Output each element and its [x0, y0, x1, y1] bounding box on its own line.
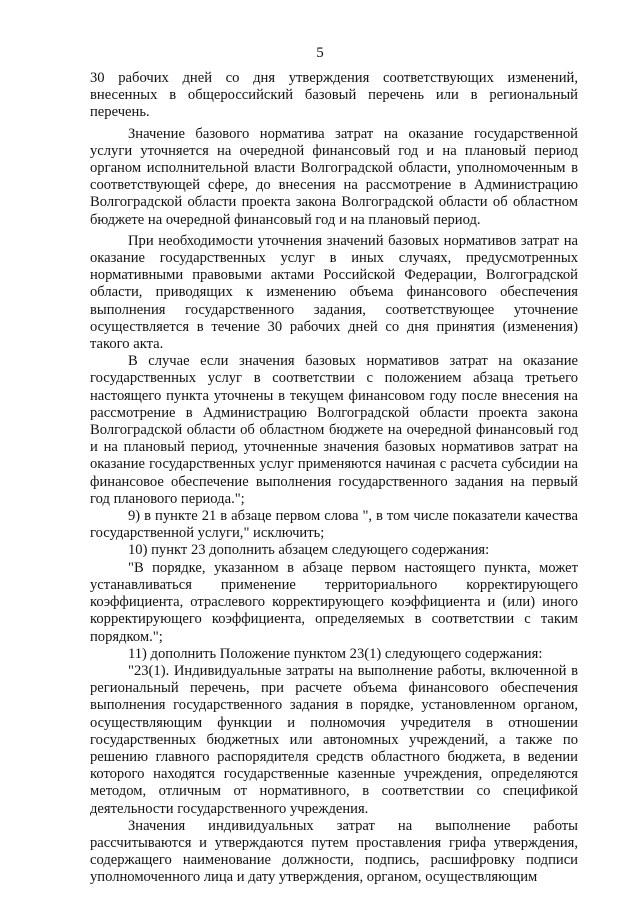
paragraph-item-9: 9) в пункте 21 в абзаце первом слова ", в том числе показатели качества государственной услуги," исключить; [90, 508, 578, 542]
page-number: 5 [316, 45, 324, 61]
document-body [90, 70, 578, 887]
paragraph-continuation: 30 рабочих дней со дня утверждения соответствующих изменений, внесенных в общероссийский базовый перечень или в региональный перечень. [90, 70, 578, 121]
paragraph-norm-clarification: При необходимости уточнения значений базовых нормативов затрат на оказание государственных услуг в иных случаях, предусмотренных нормативными правовыми актами Российской Федерации, Волгоградской области, приводящих к изменению объема финансового обеспечения выполнения государственного задания, соответствующее уточнение осуществляется в течение 30 рабочих дней со дня принятия (изменения) такого акта. [90, 232, 578, 353]
paragraph-clarified-values: В случае если значения базовых нормативов затрат на оказание государственных услуг в соответствии с положением абзаца третьего настоящего пункта уточнены в текущем финансовом году после внесения на рассмотрение в Администрацию Волгоградской области проекта закона Волгоградской области об областном бюджете на очередной финансовый год и на плановый период, уточненные значения базовых нормативов затрат на оказание государственных услуг применяются начиная с расчета субсидии на финансовое обеспечение выполнения государственного задания на первый год планового периода."; [90, 353, 578, 507]
paragraph-item-10-quote: "В порядке, указанном в абзаце первом настоящего пункта, может устанавливаться применение территориального корректирующего коэффициента, отраслевого корректирующего коэффициента и (или) иного корректирующего коэффициента, определяемых в соответствии с таким порядком."; [90, 559, 578, 645]
paragraph-item-11: 11) дополнить Положение пунктом 23(1) следующего содержания: [128, 645, 543, 662]
paragraph-item-10: 10) пункт 23 дополнить абзацем следующего содержания: [128, 542, 490, 559]
paragraph-item-23-1: "23(1). Индивидуальные затраты на выполнение работы, включенной в региональный перечень, при расчете объема финансового обеспечения выполнения государственного задания в порядке, установленном органом, осуществляющим функции и полномочия учредителя в отношении государственных бюджетных или автономных учреждений, а также по решению главного распорядителя средств областного бюджета, в ведении которого находятся государственные казенные учреждения, определяются методом, отличным от нормативного, в соответствии со спецификой деятельности государственного учреждения. [90, 662, 578, 817]
paragraph-base-norm-update: Значение базового норматива затрат на оказание государственной услуги уточняется на очередной финансовый год и на плановый период органом исполнительной власти Волгоградской области, уполномоченным в соответствующей сфере, до внесения на рассмотрение в Администрацию Волгоградской области проекта закона Волгоградской области об областном бюджете на очередной финансовый год и на плановый период. [90, 125, 578, 228]
paragraph-individual-costs: Значения индивидуальных затрат на выполнение работы рассчитываются и утверждаются путем проставления грифа утверждения, содержащего наименование должности, подпись, расшифровку подписи уполномоченного лица и дату утверждения, органом, осуществляющим [90, 817, 578, 886]
